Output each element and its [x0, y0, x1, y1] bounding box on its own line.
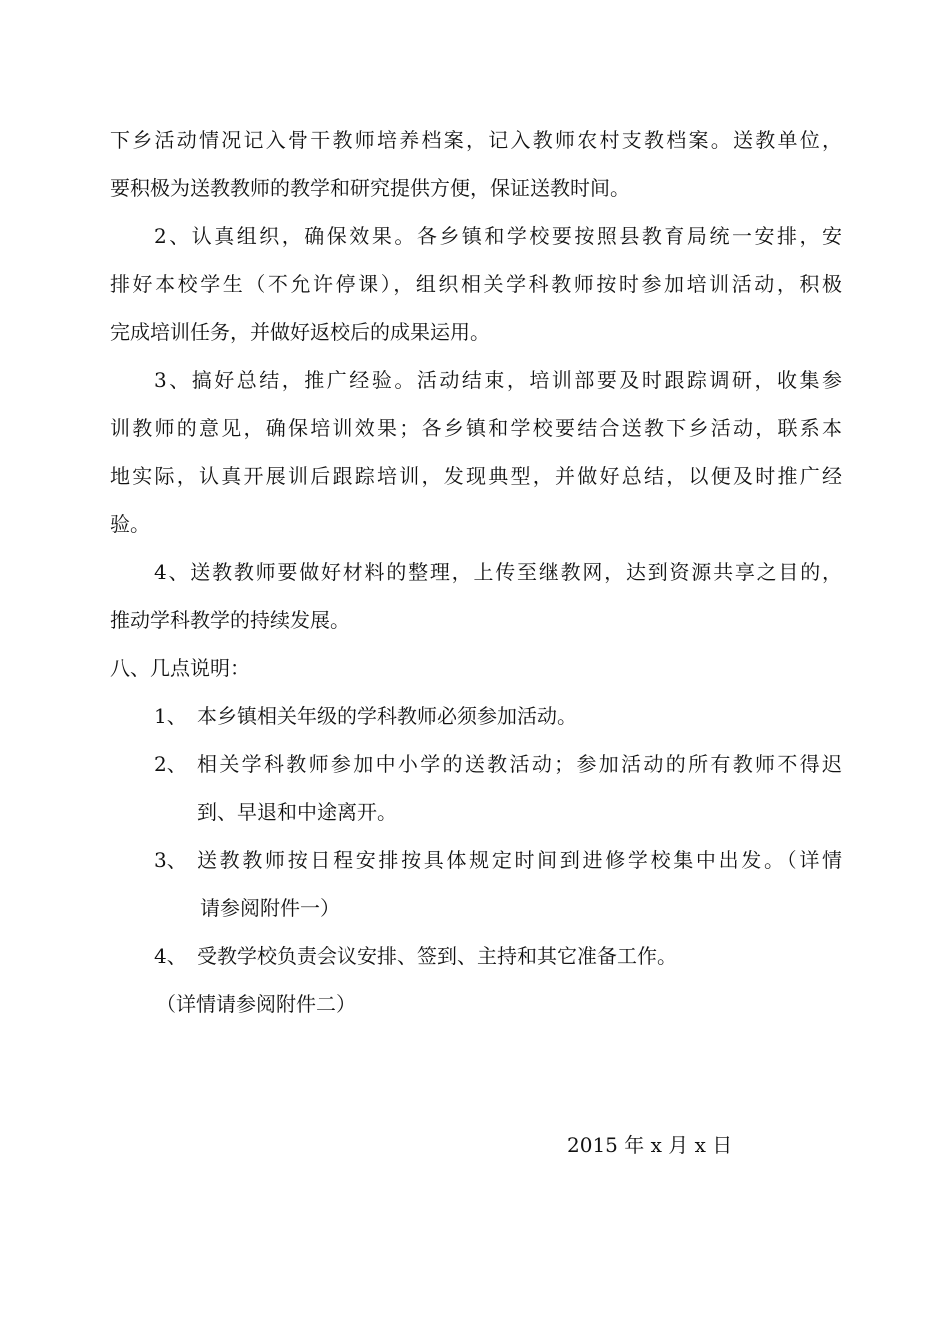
- paragraph-line: 地实际，认真开展训后跟踪培训，发现典型，并做好总结，以便及时推广经: [110, 464, 842, 488]
- paragraph-line: 3、搞好总结，推广经验。活动结束，培训部要及时跟踪调研，收集参: [154, 368, 842, 392]
- document-date: 2015 年 x 月 x 日: [567, 1133, 733, 1157]
- requirement-item-4: [110, 548, 842, 644]
- paragraph-line: 下乡活动情况记入骨干教师培养档案，记入教师农村支教档案。送教单位，: [110, 128, 842, 152]
- document-body: [110, 116, 842, 1028]
- note-number: 4、: [154, 944, 187, 968]
- paragraph-line: 要积极为送教教师的教学和研究提供方便，保证送教时间。: [110, 176, 630, 200]
- note-number: 3、: [154, 848, 187, 872]
- paragraph-line: 排好本校学生（不允许停课），组织相关学科教师按时参加培训活动，积极: [110, 272, 842, 296]
- paragraph-line: 2、认真组织，确保效果。各乡镇和学校要按照县教育局统一安排，安: [154, 224, 842, 248]
- paragraph-line: 完成培训任务，并做好返校后的成果运用。: [110, 320, 490, 344]
- requirement-item-2: [110, 212, 842, 356]
- note-item: [110, 836, 842, 884]
- note-item: [110, 740, 842, 788]
- notes-list: [110, 692, 842, 980]
- paragraph-line: 推动学科教学的持续发展。: [110, 608, 350, 632]
- note-number: 2、: [154, 752, 187, 776]
- paragraph-line: 4、送教教师要做好材料的整理，上传至继教网，达到资源共享之目的，: [154, 560, 842, 584]
- paragraph-line: 验。: [110, 512, 150, 536]
- note-item: [110, 692, 842, 740]
- note-number: 1、: [154, 704, 187, 728]
- attachment-note: （详情请参阅附件二）: [156, 992, 356, 1016]
- note-text: 受教学校负责会议安排、签到、主持和其它准备工作。: [197, 944, 677, 968]
- paragraph-line: 训教师的意见，确保培训效果；各乡镇和学校要结合送教下乡活动，联系本: [110, 416, 842, 440]
- note-text: 本乡镇相关年级的学科教师必须参加活动。: [197, 704, 577, 728]
- note-text: 相关学科教师参加中小学的送教活动；参加活动的所有教师不得迟: [197, 752, 842, 776]
- note-continuation: 请参阅附件一）: [200, 896, 340, 920]
- note-item: [110, 932, 842, 980]
- requirement-item-3: [110, 356, 842, 548]
- intro-paragraph: [110, 116, 842, 212]
- note-text: 送教教师按日程安排按具体规定时间到进修学校集中出发。（详情: [197, 848, 842, 872]
- section-heading: 八、几点说明：: [110, 656, 250, 680]
- note-continuation: 到、早退和中途离开。: [197, 800, 397, 824]
